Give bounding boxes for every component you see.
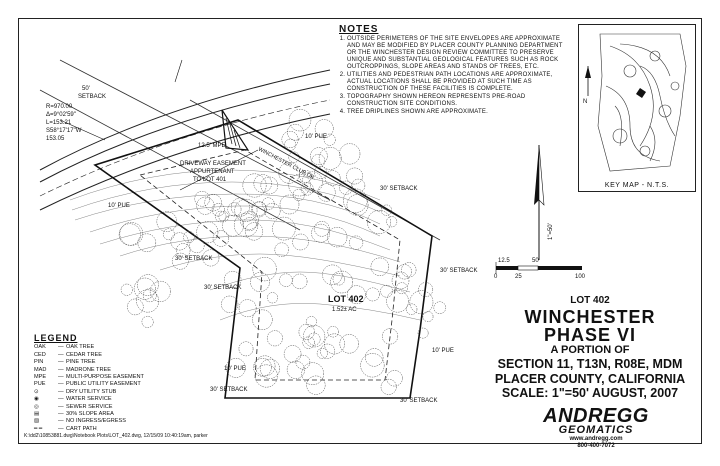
tree-icon [267, 293, 277, 303]
tree-icon [347, 168, 363, 184]
setback-30-label-5: 30' SETBACK [400, 398, 438, 404]
title-scale-date: SCALE: 1"=50' AUGUST, 2007 [501, 386, 679, 400]
legend-dash: — [58, 374, 64, 381]
legend-description: OAK TREE [66, 344, 95, 351]
north-arrow-scale: 1"=50' [548, 223, 554, 240]
legend-symbol: ◎ [34, 403, 39, 410]
company-sub: GEOMATICS [558, 424, 634, 436]
legend-symbol: ▤ [34, 411, 40, 418]
tree-icon [365, 349, 383, 367]
tree-icon [163, 229, 174, 240]
setback-50-word: SETBACK [78, 94, 107, 100]
legend-item [34, 411, 244, 418]
legend-dash: — [58, 388, 64, 395]
legend-description: DRY UTILITY STUB [66, 388, 117, 395]
setback-30-label-1: 30' SETBACK [380, 186, 418, 192]
tree-icon [340, 334, 359, 353]
tree-icon [213, 231, 229, 247]
legend-description: PUBLIC UTILITY EASEMENT [66, 381, 141, 388]
company-name: ANDREGG [543, 405, 649, 427]
legend-dash: — [58, 344, 64, 351]
tree-icon [317, 348, 327, 358]
tree-icon [184, 232, 195, 243]
legend-description: SEWER SERVICE [66, 403, 113, 410]
tree-icon [387, 290, 409, 312]
tree-icon [121, 284, 132, 295]
notes-block [335, 26, 567, 117]
easement-line-1: DRIVEWAY EASEMENT [180, 161, 246, 167]
note-3: 3. TOPOGRAPHY SHOWN HEREON REPRESENTS PRE-ROAD CONSTRUCTION SITE CONDITIONS. [347, 94, 567, 108]
tree-icon [381, 285, 393, 297]
curve-chord: 153.05 [46, 136, 65, 142]
legend-description: CEDAR TREE [66, 351, 102, 358]
title-lot: LOT 402 [570, 295, 610, 306]
legend-description: NO INGRESS/EGRESS [66, 418, 126, 425]
legend-item [34, 381, 244, 388]
tree-icon [138, 234, 156, 252]
tree-icon [287, 124, 303, 140]
tree-icon [367, 210, 390, 233]
easement-line-3: TO LOT 401 [193, 177, 227, 183]
tree-icon [280, 195, 299, 214]
north-arrow-icon [534, 145, 544, 260]
tree-icon [255, 365, 277, 387]
legend-description: 30% SLOPE AREA [66, 411, 114, 418]
pue-label-3: 10' PUE [432, 348, 454, 354]
pue-label-1: 10' PUE [108, 203, 130, 209]
title-subdivision: WINCHESTER [524, 307, 656, 327]
pue-label-2: 10' PUE [305, 134, 327, 140]
legend-symbol: PUE [34, 381, 46, 388]
tree-icon [328, 326, 339, 337]
easement-line-2: APPURTENANT [190, 169, 235, 175]
tree-icon [285, 139, 296, 150]
legend-item [34, 396, 244, 403]
legend-item [34, 367, 244, 374]
tree-icon [292, 274, 307, 289]
tree-icon [250, 273, 269, 292]
tree-icon [267, 331, 282, 346]
tree-icon [137, 275, 158, 296]
mpe-label: 12.5' MPE [198, 143, 226, 149]
legend-dash: — [58, 396, 64, 403]
tree-icon [306, 317, 316, 327]
tree-icon [243, 217, 256, 230]
tree-icon [205, 194, 222, 211]
legend-title: LEGEND [34, 333, 78, 343]
tree-icon [333, 273, 345, 285]
tree-icon [381, 379, 396, 394]
key-map [578, 24, 696, 192]
legend-symbol: OAK [34, 344, 46, 351]
tree-icon [352, 179, 365, 192]
title-county: PLACER COUNTY, CALIFORNIA [494, 371, 686, 386]
tree-icon [239, 300, 256, 317]
legend-dash: — [58, 366, 64, 373]
tree-icon [410, 291, 433, 314]
tree-icon [261, 177, 278, 194]
pue-label-4: 10' PUE [224, 366, 246, 372]
tree-icon [255, 356, 275, 376]
tree-icon [280, 274, 293, 287]
tree-icon [327, 227, 347, 247]
legend-item [34, 389, 244, 396]
legend-item [34, 404, 244, 411]
company-phone: 800-400-7072 [577, 443, 615, 449]
tree-icon [318, 184, 336, 202]
scale-bottom-1: 0 [494, 274, 498, 280]
legend-dash: — [58, 418, 64, 425]
lot-area: 1.52± AC [332, 307, 357, 313]
tree-icon [319, 147, 341, 169]
scale-bottom-2: 25 [515, 274, 522, 280]
note-1: 1. OUTSIDE PERIMETERS OF THE SITE ENVELOPES ARE APPROXIMATE AND MAY BE MODIFIED BY PLACER COUNTY PLANNING DEPARTMENT OR THE WINCHESTER DESIGN REVIEW COMMITTEE TO PRESERVE UNIQUE AND SUBSTANTIAL GEOLOGICAL FEATURES SUCH AS ROCK OUTCROPPINGS, SLOPE AREAS AND STANDS OF TREES, ETC. [347, 36, 567, 71]
setback-30-label-2: 30' SETBACK [175, 256, 213, 262]
legend-item [34, 374, 244, 381]
tree-icon [251, 202, 266, 217]
title-portion: A PORTION OF [550, 344, 630, 356]
tree-icon [339, 144, 360, 165]
tree-icon [136, 290, 158, 312]
note-4: 4. TREE DRIPLINES SHOWN ARE APPROXIMATE. [347, 109, 567, 116]
curve-delta: Δ=9°02'59" [46, 112, 76, 118]
legend-symbol: MAD [34, 366, 47, 373]
legend-item [34, 418, 244, 425]
tree-icon [265, 203, 281, 219]
legend-symbol: ⊙ [34, 388, 39, 395]
tree-icon [406, 304, 417, 315]
tree-icon [127, 299, 143, 315]
tree-icon [387, 217, 397, 227]
tree-icon [387, 370, 403, 386]
company-logo [541, 406, 651, 450]
legend-dash: — [58, 381, 64, 388]
tree-icon [299, 324, 315, 340]
legend-dash: — [58, 411, 64, 418]
tree-icon [245, 223, 263, 241]
tree-icon [142, 316, 153, 327]
tree-icon [312, 224, 330, 242]
tree-icon [366, 288, 379, 301]
setback-30-label-6: 30' SETBACK [210, 387, 248, 393]
tree-icon [382, 329, 398, 345]
tree-icon [243, 174, 266, 197]
legend-item [34, 344, 244, 351]
tree-icon [296, 355, 310, 369]
curve-l: L=153.21 [46, 120, 72, 126]
legend-symbol: ▨ [34, 418, 40, 425]
tree-icon [293, 234, 309, 250]
lot-label: LOT 402 [328, 294, 364, 304]
legend-dash: — [58, 403, 64, 410]
tree-icon [197, 222, 218, 243]
tree-icon [314, 221, 329, 236]
title-section: SECTION 11, T13N, R08E, MDM [497, 357, 683, 371]
title-phase: PHASE VI [543, 325, 637, 345]
tree-icon [253, 257, 277, 281]
tree-icon [302, 363, 324, 385]
curve-r: R=970.00 [46, 104, 73, 110]
legend-dash: — [58, 359, 64, 366]
legend-dash: — [58, 351, 64, 358]
note-2: 2. UTILITIES AND PEDESTRIAN PATH LOCATIONS ARE APPROXIMATE, ACTUAL LOCATIONS SHALL BE PROVIDED AT SUCH TIME AS CONSTRUCTION OF THESE FACILITIES IS COMPLETE. [347, 72, 567, 93]
tree-icon [234, 213, 258, 237]
tree-icon [323, 265, 343, 285]
scale-top-2: 50 [532, 258, 539, 264]
tree-icon [434, 302, 446, 314]
setback-30-label-4: 30' SETBACK [440, 268, 478, 274]
notes-title: NOTES [339, 24, 379, 35]
key-map-label: KEY MAP - N.T.S. [604, 182, 670, 189]
title-block [476, 296, 704, 400]
scale-top-1: 12.5 [498, 258, 510, 264]
tree-icon [423, 312, 433, 322]
legend-item [34, 352, 244, 359]
legend-symbol: PIN [34, 359, 44, 366]
tree-icon [397, 265, 412, 280]
tree-icon [307, 376, 326, 395]
legend-description: MULTI-PURPOSE EASEMENT [66, 374, 144, 381]
road-label: WINCHESTER CLUB DR. [257, 146, 317, 182]
legend-symbol: MPE [34, 374, 47, 381]
setback-50-label: 50' [82, 86, 90, 92]
tree-icon [303, 325, 325, 347]
curve-bearing: S58°17'17"W [46, 128, 82, 134]
key-map-drawing [580, 26, 696, 176]
setback-30-label-3: 30' SETBACK [204, 285, 242, 291]
key-map-north: N [583, 99, 588, 105]
scale-bottom-3: 100 [575, 274, 586, 280]
tree-icon [396, 283, 407, 294]
legend-rows [34, 344, 244, 433]
tree-icon [392, 272, 409, 289]
tree-icon [284, 345, 301, 362]
legend-description: WATER SERVICE [66, 396, 112, 403]
legend-description: PINE TREE [66, 359, 96, 366]
tree-icon [312, 154, 325, 167]
legend [34, 335, 244, 433]
legend-item [34, 359, 244, 366]
legend-symbol: ━ ━ [34, 425, 43, 432]
tree-icon [253, 310, 273, 330]
legend-symbol: CED [34, 351, 46, 358]
legend-dash: — [58, 425, 64, 432]
legend-description: MADRONE TREE [66, 366, 111, 373]
tree-icon [143, 289, 156, 302]
legend-symbol: ◉ [34, 396, 39, 403]
legend-description: CART PATH [66, 425, 97, 432]
tree-icon [371, 258, 389, 276]
tree-icon [275, 243, 289, 257]
tree-icon [134, 278, 155, 299]
company-website: www.andregg.com [569, 436, 623, 442]
file-path: K:\dd2\10853881.dwg\Notebook Plots\LOT_402.dwg, 12/15/09 10:40:19am, parker [24, 433, 208, 439]
tree-icon [361, 354, 385, 378]
topo-contours [70, 170, 420, 320]
